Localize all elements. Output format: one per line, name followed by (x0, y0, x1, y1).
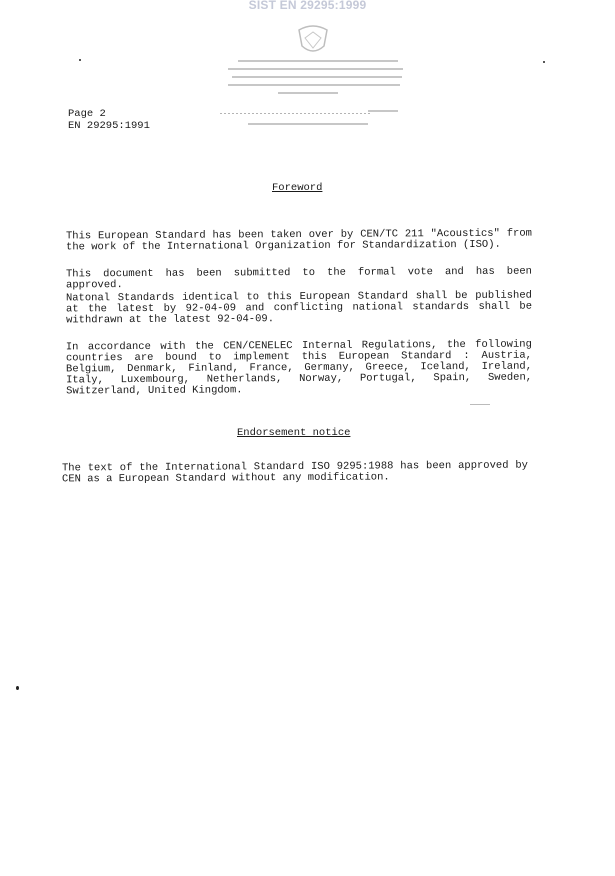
crest-icon (293, 22, 333, 60)
foreword-paragraph-2: This document has been submitted to the formal vote and has been approved. (65, 265, 532, 292)
foreword-paragraph-4: In accordance with the CEN/CENELEC Internal Regulations, the following countries are bound to implement this European Standard : Austria, Belgium, Denmark, Finland, France, Germany, Greece, Iceland, Ireland, Italy, Luxembourg, Netherlands, Norway, Portugal, Spain, Sweden, Switzerland, United Kingdom. (65, 338, 533, 398)
endorsement-heading: Endorsement notice (237, 427, 351, 439)
foreword-paragraph-3: Natonal Standards identical to this European Standard shall be published at the latest by 92-04-09 and conflicting national standards shall be withdrawn at the latest 92-04-09. (65, 289, 533, 327)
endorsement-paragraph: The text of the International Standard ISO 9295:1988 has been approved by CEN as a European Standard without any modification. (61, 459, 528, 486)
foreword-paragraph-1: This European Standard has been taken over by CEN/TC 211 "Acoustics" from the work of the International Organization for Standardization (ISO). (65, 227, 532, 254)
page-header (68, 108, 150, 132)
scan-speck (16, 686, 19, 690)
scan-mark (470, 404, 490, 405)
institute-stamp (218, 22, 408, 134)
page-number: Page 2 (68, 108, 106, 120)
scan-speck (79, 59, 81, 61)
watermark-title: SIST EN 29295:1999 (248, 0, 367, 12)
foreword-heading: Foreword (272, 182, 323, 194)
standard-number: EN 29295:1991 (68, 120, 150, 132)
scan-speck (543, 61, 545, 63)
